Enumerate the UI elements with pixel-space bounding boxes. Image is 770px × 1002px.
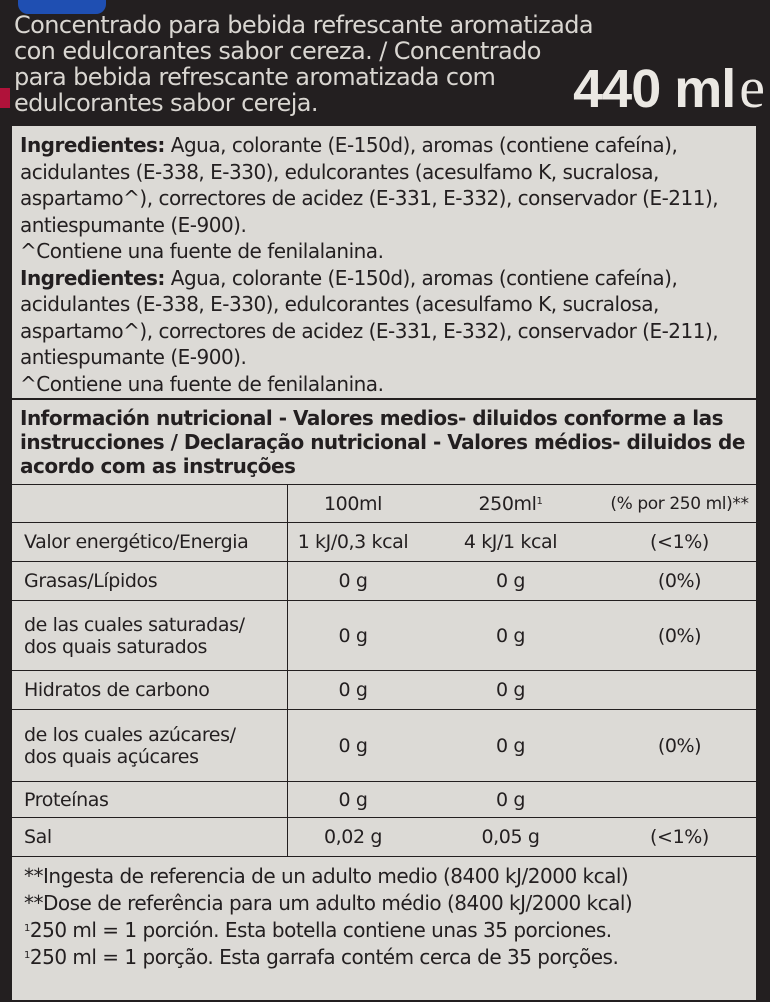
row-value-percent: (0%) bbox=[603, 562, 756, 601]
row-label: Valor energético/Energia bbox=[12, 523, 288, 562]
footnotes bbox=[12, 856, 756, 971]
table-row bbox=[12, 818, 756, 856]
volume-value: 440 ml bbox=[573, 59, 736, 119]
row-value-100ml: 0 g bbox=[288, 601, 419, 671]
row-value-percent: (<1%) bbox=[603, 523, 756, 562]
volume-badge bbox=[573, 56, 764, 121]
row-value-250ml: 4 kJ/1 kcal bbox=[418, 523, 603, 562]
nutrition-title: Información nutricional - Valores medios- diluidos conforme a las instrucciones / Declaração nutricional - Valores médios- diluidos de acordo com as instruções bbox=[20, 406, 745, 478]
col-header-percent: (% por 250 ml)** bbox=[603, 485, 756, 523]
phenylalanine-note: ^Contiene una fuente de fenilalanina. bbox=[20, 239, 384, 263]
col-header-250ml: $250ml^1$ bbox=[418, 485, 603, 523]
row-label: Sal bbox=[12, 818, 288, 856]
row-value-percent bbox=[603, 782, 756, 818]
table-row bbox=[12, 523, 756, 562]
table-header-row bbox=[12, 485, 756, 523]
row-value-percent: (<1%) bbox=[603, 818, 756, 856]
row-value-percent: (0%) bbox=[603, 710, 756, 782]
row-value-100ml: 1 kJ/0,3 kcal bbox=[288, 523, 419, 562]
row-value-100ml: 0 g bbox=[288, 671, 419, 710]
row-value-100ml: 0 g bbox=[288, 782, 419, 818]
ingredients-heading: Ingredientes: bbox=[20, 133, 165, 157]
table-row bbox=[12, 710, 756, 782]
row-value-100ml: 0 g bbox=[288, 710, 419, 782]
footnote-portion-pt: $^1$250 ml = 1 porção. Esta garrafa contém cerca de 35 porções. bbox=[24, 944, 619, 969]
ingredients-heading: Ingredientes: bbox=[20, 265, 165, 290]
footnote-portion-es: $^1$250 ml = 1 porción. Esta botella contiene unas 35 porciones. bbox=[24, 917, 612, 942]
label-header bbox=[0, 0, 770, 124]
row-label: de las cuales saturadas/ dos quais saturados bbox=[12, 601, 288, 671]
ingredients-text-pt: Ingredientes: Agua, colorante (E-150d), aromas (contiene cafeína), acidulantes (E-338, E-330), edulcorantes (acesulfamo K, sucralosa, aspartamo^), correctores de acidez (E-331, E-332), conservador (E-211), antiespumante (E-900). bbox=[20, 265, 719, 369]
row-value-percent bbox=[603, 671, 756, 710]
row-label: Hidratos de carbono bbox=[12, 671, 288, 710]
row-value-250ml: 0 g bbox=[418, 782, 603, 818]
row-value-100ml: 0,02 g bbox=[288, 818, 419, 856]
row-label: Proteínas bbox=[12, 782, 288, 818]
phenylalanine-note: ^Contiene una fuente de fenilalanina. bbox=[20, 371, 384, 396]
row-value-250ml: 0 g bbox=[418, 671, 603, 710]
row-value-250ml: 0 g bbox=[418, 601, 603, 671]
ingredients-text-es: Ingredientes: Agua, colorante (E-150d), aromas (contiene cafeína), acidulantes (E-338, E-330), edulcorantes (acesulfamo K, sucralosa, aspartamo^), correctores de acidez (E-331, E-332), conservador (E-211), antiespumante (E-900). bbox=[20, 133, 719, 237]
row-value-250ml: 0 g bbox=[418, 710, 603, 782]
row-value-100ml: 0 g bbox=[288, 562, 419, 601]
table-row bbox=[12, 601, 756, 671]
table-header-empty bbox=[12, 485, 288, 523]
table-row bbox=[12, 562, 756, 601]
footnote-reference-es: **Ingesta de referencia de un adulto medio (8400 kJ/2000 kcal) bbox=[24, 863, 629, 888]
table-row bbox=[12, 671, 756, 710]
row-label: de los cuales azúcares/ dos quais açúcares bbox=[12, 710, 288, 782]
footnote-reference-pt: **Dose de referência para um adulto médio (8400 kJ/2000 kcal) bbox=[24, 890, 633, 915]
table-row bbox=[12, 782, 756, 818]
row-value-percent: (0%) bbox=[603, 601, 756, 671]
row-label: Grasas/Lípidos bbox=[12, 562, 288, 601]
ingredients-section bbox=[12, 126, 756, 398]
row-value-250ml: 0,05 g bbox=[418, 818, 603, 856]
product-description: Concentrado para bebida refrescante aromatizada con edulcorantes sabor cereza. / Concentrado para bebida refrescante aromatizada com edulcorantes sabor cereja. bbox=[14, 11, 593, 117]
row-value-250ml: 0 g bbox=[418, 562, 603, 601]
label-panel bbox=[10, 124, 758, 1002]
nutrition-table bbox=[12, 484, 756, 856]
col-header-100ml: 100ml bbox=[288, 485, 419, 523]
estimated-sign-icon: e bbox=[739, 55, 764, 120]
